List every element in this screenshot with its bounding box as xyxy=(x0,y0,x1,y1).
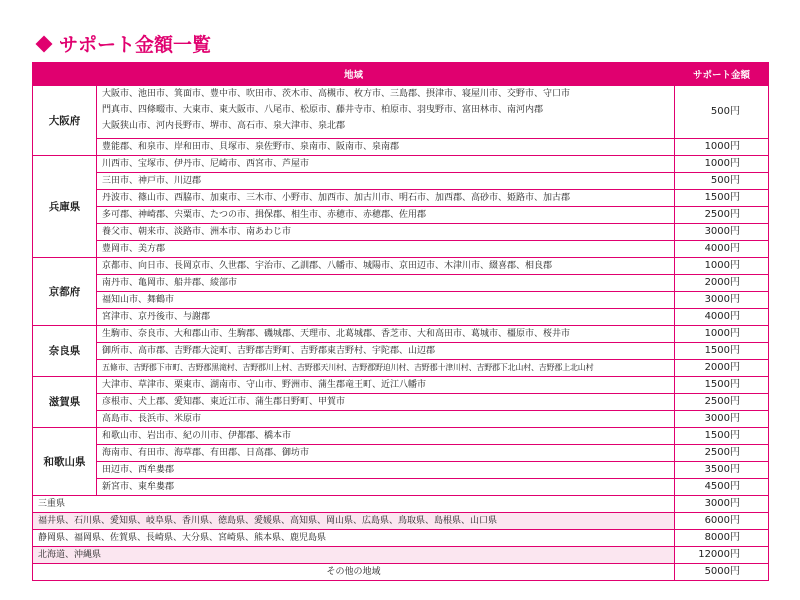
region-osaka: 大阪府 xyxy=(33,86,97,156)
amount-cell: 1000円 xyxy=(675,258,769,275)
table-row xyxy=(33,428,769,445)
area-cell: 宮津市、京丹後市、与謝郡 xyxy=(97,309,675,326)
diamond-icon xyxy=(36,35,53,52)
table-row xyxy=(33,547,769,564)
amount-cell: 2000円 xyxy=(675,360,769,377)
table-row xyxy=(33,102,769,118)
area-cell: 福知山市、舞鶴市 xyxy=(97,292,675,309)
area-cell: 大津市、草津市、栗東市、湖南市、守山市、野洲市、蒲生郡竜王町、近江八幡市 xyxy=(97,377,675,394)
table-header-row xyxy=(33,63,769,86)
amount-cell: 500円 xyxy=(675,86,769,139)
area-cell: 北海道、沖縄県 xyxy=(33,547,675,564)
table-row xyxy=(33,530,769,547)
page-title-text: サポート金額一覧 xyxy=(59,34,212,56)
table-row xyxy=(33,479,769,496)
amount-cell: 3000円 xyxy=(675,496,769,513)
table-row xyxy=(33,173,769,190)
amount-cell: 1000円 xyxy=(675,156,769,173)
table-row xyxy=(33,496,769,513)
header-amount: サポート金額 xyxy=(675,63,769,86)
area-cell: 彦根市、犬上郡、愛知郡、東近江市、蒲生郡日野町、甲賀市 xyxy=(97,394,675,411)
area-cell: 田辺市、西牟婁郡 xyxy=(97,462,675,479)
area-cell: 静岡県、福岡県、佐賀県、長崎県、大分県、宮崎県、熊本県、鹿児島県 xyxy=(33,530,675,547)
amount-cell: 3000円 xyxy=(675,224,769,241)
area-cell: 御所市、高市郡、吉野郡大淀町、吉野郡吉野町、吉野郡東吉野村、宇陀郡、山辺郡 xyxy=(97,343,675,360)
amount-cell: 4000円 xyxy=(675,241,769,258)
area-cell: 大阪市、池田市、箕面市、豊中市、吹田市、茨木市、高槻市、枚方市、三島郡、摂津市、寝屋川市、交野市、守口市 xyxy=(97,86,675,103)
amount-cell: 12000円 xyxy=(675,547,769,564)
table-row xyxy=(33,86,769,103)
page-title xyxy=(36,30,211,57)
amount-cell: 4500円 xyxy=(675,479,769,496)
region-hyogo: 兵庫県 xyxy=(33,156,97,258)
area-cell: 海南市、有田市、海草郡、有田郡、日高郡、御坊市 xyxy=(97,445,675,462)
area-cell: 豊岡市、美方郡 xyxy=(97,241,675,258)
amount-cell: 3000円 xyxy=(675,292,769,309)
region-wakayama: 和歌山県 xyxy=(33,428,97,496)
amount-cell: 2500円 xyxy=(675,207,769,224)
area-cell: 門真市、四條畷市、大東市、東大阪市、八尾市、松原市、藤井寺市、柏原市、羽曳野市、富田林市、南河内郡 xyxy=(97,102,675,118)
area-cell: 南丹市、亀岡市、船井郡、綾部市 xyxy=(97,275,675,292)
area-cell: 川西市、宝塚市、伊丹市、尼崎市、西宮市、芦屋市 xyxy=(97,156,675,173)
area-cell: 養父市、朝来市、淡路市、洲本市、南あわじ市 xyxy=(97,224,675,241)
region-shiga: 滋賀県 xyxy=(33,377,97,428)
amount-cell: 2500円 xyxy=(675,445,769,462)
table-row xyxy=(33,326,769,343)
table-row xyxy=(33,292,769,309)
area-cell: 三田市、神戸市、川辺郡 xyxy=(97,173,675,190)
amount-cell: 1000円 xyxy=(675,326,769,343)
table-row xyxy=(33,445,769,462)
area-cell: 福井県、石川県、愛知県、岐阜県、香川県、徳島県、愛媛県、高知県、岡山県、広島県、鳥取県、島根県、山口県 xyxy=(33,513,675,530)
amount-cell: 1500円 xyxy=(675,343,769,360)
amount-cell: 1000円 xyxy=(675,139,769,156)
area-cell: 大阪狭山市、河内長野市、堺市、高石市、泉大津市、泉北郡 xyxy=(97,118,675,134)
area-cell: 高島市、長浜市、米原市 xyxy=(97,411,675,428)
table-row xyxy=(33,207,769,224)
table-row xyxy=(33,343,769,360)
amount-cell: 3000円 xyxy=(675,411,769,428)
amount-cell: 3500円 xyxy=(675,462,769,479)
table-row xyxy=(33,360,769,377)
area-cell: 新宮市、東牟婁郡 xyxy=(97,479,675,496)
table-row xyxy=(33,377,769,394)
region-nara: 奈良県 xyxy=(33,326,97,377)
table-row xyxy=(33,513,769,530)
table-row xyxy=(33,258,769,275)
area-cell: 丹波市、篠山市、西脇市、加東市、三木市、小野市、加西市、加古川市、明石市、加西郡、高砂市、姫路市、加古郡 xyxy=(97,190,675,207)
amount-cell: 4000円 xyxy=(675,309,769,326)
amount-cell: 1500円 xyxy=(675,377,769,394)
area-cell: 和歌山市、岩出市、紀の川市、伊都郡、橋本市 xyxy=(97,428,675,445)
table-row xyxy=(33,462,769,479)
amount-cell: 1500円 xyxy=(675,190,769,207)
table-row xyxy=(33,118,769,134)
table-row xyxy=(33,564,769,581)
table-row xyxy=(33,241,769,258)
amount-cell: 8000円 xyxy=(675,530,769,547)
amount-cell: 6000円 xyxy=(675,513,769,530)
support-amount-table xyxy=(32,62,769,581)
area-cell: その他の地域 xyxy=(33,564,675,581)
table-row xyxy=(33,190,769,207)
table-row xyxy=(33,156,769,173)
amount-cell: 2000円 xyxy=(675,275,769,292)
table-row xyxy=(33,139,769,156)
table-row xyxy=(33,275,769,292)
table-row xyxy=(33,411,769,428)
area-cell: 多可郡、神崎郡、宍粟市、たつの市、揖保郡、相生市、赤穂市、赤穂郡、佐用郡 xyxy=(97,207,675,224)
amount-cell: 2500円 xyxy=(675,394,769,411)
area-cell: 京都市、向日市、長岡京市、久世郡、宇治市、乙訓郡、八幡市、城陽市、京田辺市、木津川市、綴喜郡、相良郡 xyxy=(97,258,675,275)
region-kyoto: 京都府 xyxy=(33,258,97,326)
area-cell: 五條市、吉野郡下市町、吉野郡黒滝村、吉野郡川上村、吉野郡天川村、吉野郡野迫川村、吉野郡十津川村、吉野郡下北山村、吉野郡上北山村 xyxy=(97,360,675,377)
area-cell: 生駒市、奈良市、大和郡山市、生駒郡、磯城郡、天理市、北葛城郡、香芝市、大和高田市、葛城市、橿原市、桜井市 xyxy=(97,326,675,343)
table-row xyxy=(33,309,769,326)
table-row xyxy=(33,394,769,411)
area-cell: 豊能郡、和泉市、岸和田市、貝塚市、泉佐野市、泉南市、阪南市、泉南郡 xyxy=(97,139,675,156)
amount-cell: 1500円 xyxy=(675,428,769,445)
amount-cell: 500円 xyxy=(675,173,769,190)
amount-cell: 5000円 xyxy=(675,564,769,581)
area-cell: 三重県 xyxy=(33,496,675,513)
table-row xyxy=(33,224,769,241)
header-area: 地域 xyxy=(33,63,675,86)
